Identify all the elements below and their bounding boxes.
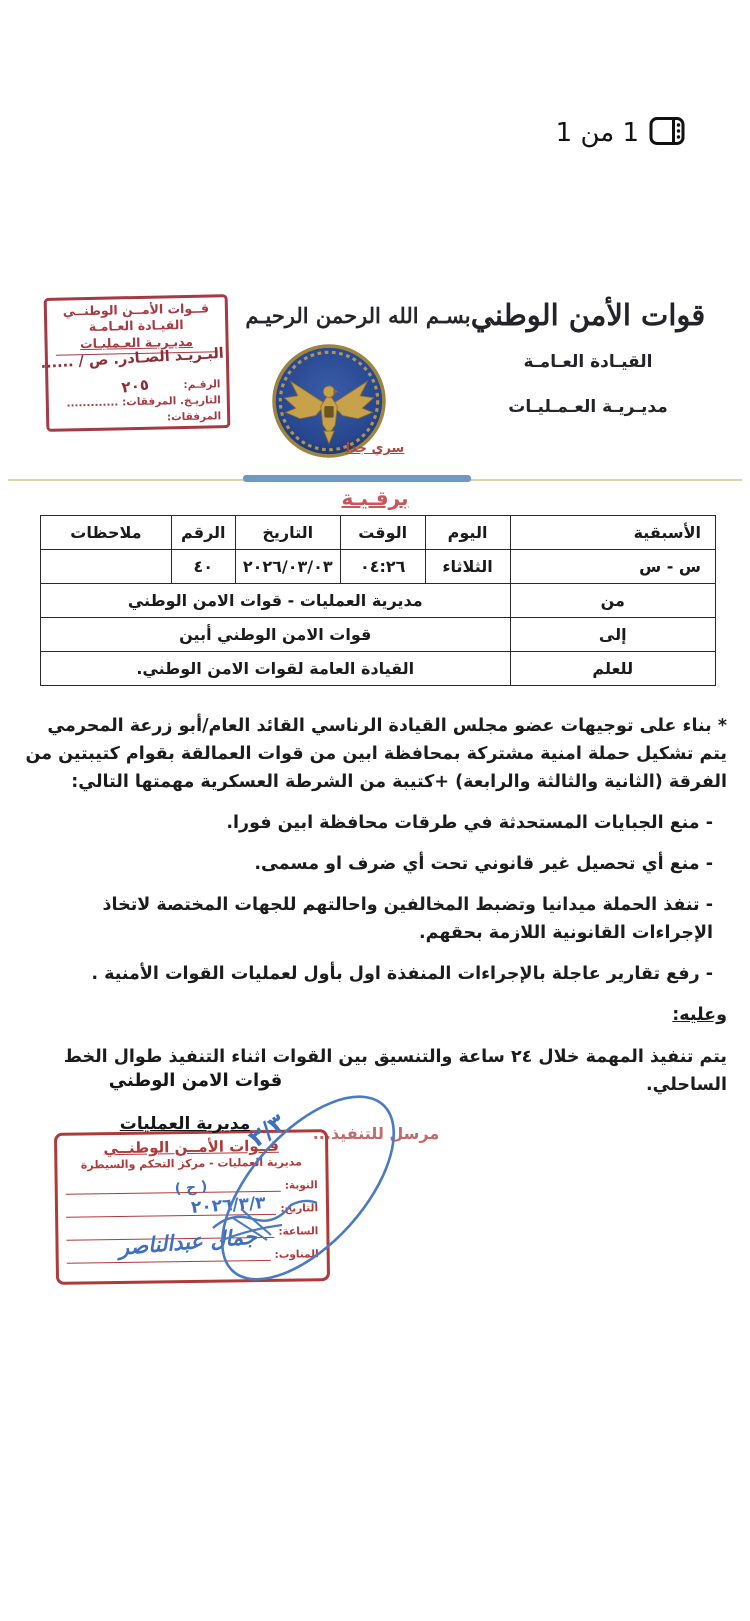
handwritten-outgoing-note: البـريـد الصـادر. ص / ...... bbox=[40, 345, 225, 373]
cell-priority: س - س bbox=[510, 550, 716, 584]
classification-label: سري جدا bbox=[345, 441, 405, 456]
stamp-org-line: قــوات الأمــن الوطنــي bbox=[62, 300, 210, 319]
stamp-command-line: القيـادة العـامـة bbox=[88, 317, 184, 335]
header-separator-blue-bar bbox=[243, 475, 471, 482]
cell-day: الثلاثاء bbox=[425, 550, 510, 584]
col-time: الوقت bbox=[340, 516, 425, 550]
table-data-row bbox=[41, 550, 716, 584]
cell-date: ٢٠٢٦/٠٣/٠٣ bbox=[235, 550, 340, 584]
basmala-text: بسـم الله الرحمن الرحيـم bbox=[245, 303, 471, 328]
body-bullet-4: - رفع تقارير عاجلة بالإجراءات المنفذة اول بأول لعمليات القوات الأمنية . bbox=[91, 964, 713, 984]
handwritten-date-value: ٢٠٢٦/٣/٣ bbox=[190, 1193, 267, 1218]
body-bullet-1: - منع الجبايات المستحدثة في طرقات محافظة ابين فورا. bbox=[226, 813, 713, 833]
handwritten-number: ٢٠٥ bbox=[119, 375, 150, 397]
table-to-row bbox=[41, 618, 716, 652]
outgoing-mail-stamp bbox=[40, 294, 231, 432]
from-value: مديرية العمليات - قوات الامن الوطني bbox=[41, 584, 511, 618]
table-header-row bbox=[41, 516, 716, 550]
pen-signature bbox=[178, 1078, 428, 1317]
col-notes: ملاحظات bbox=[41, 516, 172, 550]
footer-stamp-org-line: قــوات الأمــن الوطنــي bbox=[103, 1136, 279, 1158]
stamp-attachments-field: المرفقات: bbox=[166, 410, 222, 424]
body-bullet-3: - تنفذ الحملة ميدانيا وتضبط المخالفين واحالتهم للجهات المختصة لاتخاذ الإجراءات القانونية اللازمة بحقهم. bbox=[102, 895, 713, 943]
org-title: قوات الأمن الوطني bbox=[470, 298, 706, 332]
to-label: إلى bbox=[510, 618, 716, 652]
shift-label: النوبة: bbox=[284, 1179, 318, 1192]
page-indicator bbox=[535, 116, 685, 150]
body-therefore: وعليه: bbox=[672, 1005, 727, 1025]
handwritten-date-mark: ٣/٣ bbox=[243, 1108, 291, 1153]
info-value: القيادة العامة لقوات الامن الوطني. bbox=[41, 652, 511, 686]
cell-time: ٠٤:٢٦ bbox=[340, 550, 425, 584]
col-priority: الأسبقية bbox=[510, 516, 716, 550]
directorate-title: مديـريـة العـمـليـات bbox=[508, 397, 668, 417]
stamp-directorate-line: مديـريـة العـمليـات bbox=[79, 333, 194, 351]
info-label: للعلم bbox=[510, 652, 716, 686]
hour-label: الساعة: bbox=[278, 1225, 319, 1238]
handwritten-shift-value: ( ح ) bbox=[174, 1178, 209, 1198]
stamp-date-field: التاريـخ. المرفقات: ............. bbox=[66, 394, 221, 410]
footer-org-title: قوات الامن الوطني bbox=[108, 1070, 283, 1091]
from-label: من bbox=[510, 584, 716, 618]
letterhead bbox=[452, 298, 724, 417]
col-date: التاريخ bbox=[235, 516, 340, 550]
body-conclusion: يتم تنفيذ المهمة خلال ٢٤ ساعة والتنسيق بين القوات اثناء التنفيذ طوال الخط الساحلي. bbox=[63, 1047, 727, 1095]
reader-pages-icon[interactable] bbox=[649, 116, 685, 150]
body-bullet-2: - منع أي تحصيل غير قانوني تحت أي ضرف او مسمى. bbox=[254, 854, 713, 874]
page-count-label: 1 من 1 bbox=[555, 118, 639, 148]
command-title: القيـادة العـامـة bbox=[523, 352, 653, 372]
cell-notes bbox=[41, 550, 172, 584]
cell-number: ٤٠ bbox=[171, 550, 235, 584]
telegram-header-table bbox=[40, 515, 716, 686]
duty-label: المناوب: bbox=[274, 1248, 319, 1261]
date-label: التاريخ: bbox=[280, 1202, 319, 1215]
body-intro: * بناء على توجيهات عضو مجلس القيادة الرناسي القائد العام/أبو زرعة المحرمي يتم تشكيل حملة امنية مشتركة بمحافظة ابين من قوات العمالقة بقوام كتيبتين من الفرقة (الثانية والثالثة والرابعة) +كتيبة من الشرطة العسكرية مهمتها التالي: bbox=[25, 716, 727, 792]
table-from-row bbox=[41, 584, 716, 618]
col-number: الرقم bbox=[171, 516, 235, 550]
col-day: اليوم bbox=[425, 516, 510, 550]
stamp-number-field: الرقـم: bbox=[183, 378, 221, 391]
dispatch-note: مرسل للتنفيذ... bbox=[312, 1124, 440, 1143]
table-info-row bbox=[41, 652, 716, 686]
to-value: قوات الامن الوطني أبين bbox=[41, 618, 511, 652]
handwritten-signature-name: جمال عبدالناصر bbox=[117, 1224, 258, 1260]
footer-stamp-center-line: مديرية العمليات - مركز التحكم والسيطرة bbox=[80, 1155, 302, 1172]
telegram-title: برقـيـة bbox=[341, 486, 409, 510]
footer-directorate-title: مديرية العمليات bbox=[119, 1114, 251, 1134]
